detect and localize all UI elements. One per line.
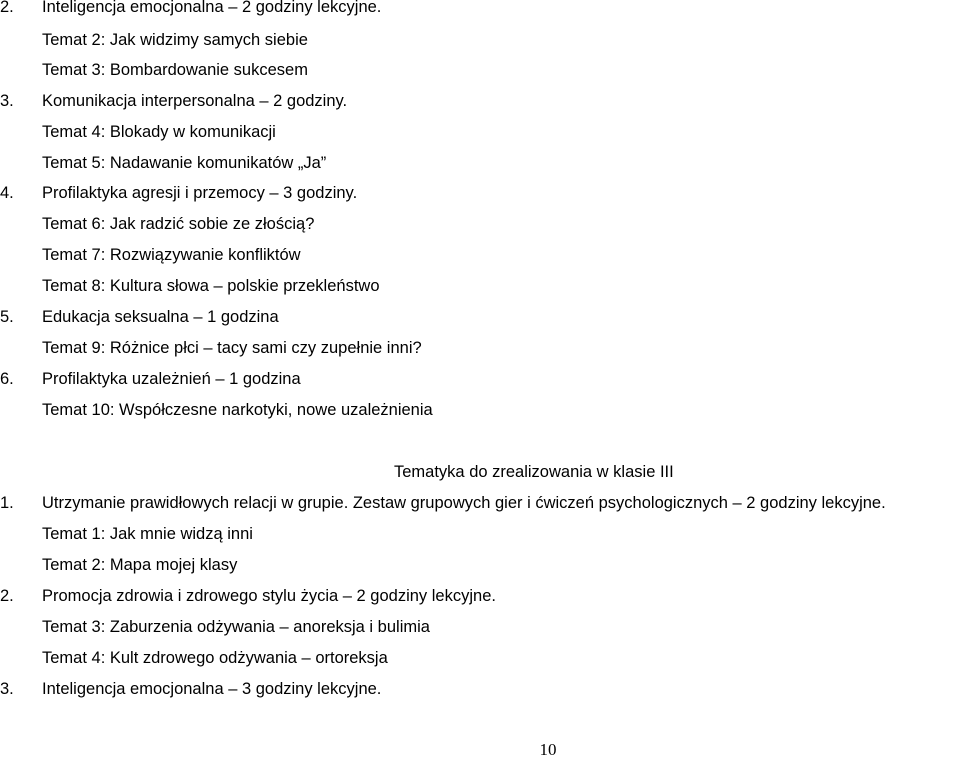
topic-line: Temat 4: Blokady w komunikacji <box>42 123 276 141</box>
list-item-title: Utrzymanie prawidłowych relacji w grupie. Zestaw grupowych gier i ćwiczeń psychologicznych – 2 godziny lekcyjne. <box>42 494 886 512</box>
list-item-title: Inteligencja emocjonalna – 3 godziny lekcyjne. <box>42 680 382 698</box>
topic-line: Temat 7: Rozwiązywanie konfliktów <box>42 246 301 264</box>
topic-line: Temat 6: Jak radzić sobie ze złością? <box>42 215 315 233</box>
list-number: 2. <box>0 0 14 16</box>
list-item <box>0 586 496 606</box>
list-number: 1. <box>0 494 14 512</box>
list-number: 3. <box>0 680 14 698</box>
list-number: 5. <box>0 308 14 326</box>
page-number: 10 <box>539 740 557 759</box>
topic-line: Temat 4: Kult zdrowego odżywania – ortoreksja <box>42 649 388 667</box>
list-number: 3. <box>0 92 14 110</box>
topic-line: Temat 10: Współczesne narkotyki, nowe uzależnienia <box>42 401 433 419</box>
list-number: 2. <box>0 587 14 605</box>
list-item <box>0 307 279 327</box>
topic-line: Temat 2: Mapa mojej klasy <box>42 556 238 574</box>
list-number: 6. <box>0 370 14 388</box>
list-number: 4. <box>0 184 14 202</box>
list-item-title: Edukacja seksualna – 1 godzina <box>42 308 279 326</box>
list-item-title: Komunikacja interpersonalna – 2 godziny. <box>42 92 348 110</box>
list-item-title: Inteligencja emocjonalna – 2 godziny lekcyjne. <box>42 0 382 16</box>
list-item <box>0 493 886 513</box>
list-item-title: Promocja zdrowia i zdrowego stylu życia – 2 godziny lekcyjne. <box>42 587 496 605</box>
list-item <box>0 679 381 699</box>
topic-line: Temat 5: Nadawanie komunikatów „Ja” <box>42 154 327 172</box>
topic-line: Temat 9: Różnice płci – tacy sami czy zupełnie inni? <box>42 339 422 357</box>
topic-line: Temat 2: Jak widzimy samych siebie <box>42 31 308 49</box>
list-item <box>0 183 357 203</box>
section-heading: Tematyka do zrealizowania w klasie III <box>394 463 674 481</box>
list-item <box>0 0 381 17</box>
topic-line: Temat 3: Zaburzenia odżywania – anoreksja i bulimia <box>42 618 430 636</box>
list-item-title: Profilaktyka agresji i przemocy – 3 godziny. <box>42 184 358 202</box>
list-item-title: Profilaktyka uzależnień – 1 godzina <box>42 370 301 388</box>
topic-line: Temat 3: Bombardowanie sukcesem <box>42 61 308 79</box>
topic-line: Temat 1: Jak mnie widzą inni <box>42 525 253 543</box>
topic-line: Temat 8: Kultura słowa – polskie przekleństwo <box>42 277 380 295</box>
list-item <box>0 91 347 111</box>
list-item <box>0 369 301 389</box>
